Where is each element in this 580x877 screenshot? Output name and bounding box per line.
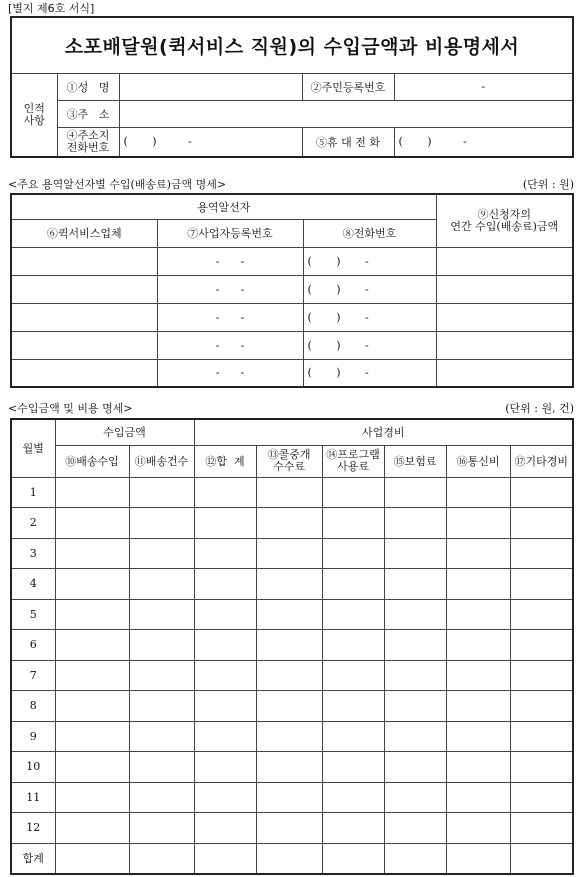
- other-expense-cell[interactable]: [510, 599, 573, 630]
- program-fee-cell[interactable]: [322, 752, 384, 783]
- program-fee-cell[interactable]: [322, 843, 384, 874]
- address-field[interactable]: [119, 100, 573, 127]
- call-fee-cell[interactable]: [256, 691, 322, 722]
- agency-group-header: 용역알선자: [11, 194, 436, 219]
- agency-income-table: [10, 193, 574, 388]
- insurance-cell[interactable]: [384, 569, 446, 600]
- company-cell[interactable]: [11, 247, 157, 275]
- page-title: 소포배달원(퀵서비스 직원)의 수입금액과 비용명세서: [11, 17, 573, 73]
- phone-cell[interactable]: ( ) -: [303, 331, 436, 359]
- section2-unit: (단위 : 원, 건): [505, 402, 574, 415]
- month-row: [11, 630, 573, 661]
- telecom-cell[interactable]: [446, 660, 510, 691]
- program-fee-cell[interactable]: [322, 508, 384, 539]
- expense-total-cell[interactable]: [194, 660, 256, 691]
- telecom-cell[interactable]: [446, 477, 510, 508]
- delivery-count-cell[interactable]: [129, 477, 194, 508]
- call-fee-header: ⑬콜중개 수수료: [256, 445, 322, 477]
- section2-caption: [8, 400, 574, 416]
- month-row: [11, 813, 573, 844]
- month-label: 1: [11, 477, 55, 508]
- delivery-count-cell[interactable]: [129, 782, 194, 813]
- insurance-cell[interactable]: [384, 721, 446, 752]
- month-label: 5: [11, 599, 55, 630]
- delivery-count-cell[interactable]: [129, 508, 194, 539]
- delivery-income-cell[interactable]: [55, 477, 129, 508]
- agency-row: [11, 275, 573, 303]
- expense-total-cell[interactable]: [194, 843, 256, 874]
- call-fee-cell[interactable]: [256, 813, 322, 844]
- call-fee-cell[interactable]: [256, 721, 322, 752]
- expense-total-cell[interactable]: [194, 752, 256, 783]
- call-fee-cell[interactable]: [256, 630, 322, 661]
- delivery-income-cell[interactable]: [55, 508, 129, 539]
- program-fee-cell[interactable]: [322, 569, 384, 600]
- telecom-cell[interactable]: [446, 538, 510, 569]
- insurance-cell[interactable]: [384, 752, 446, 783]
- month-row: [11, 782, 573, 813]
- delivery-count-cell[interactable]: [129, 843, 194, 874]
- call-fee-cell[interactable]: [256, 508, 322, 539]
- annual-income-cell[interactable]: [436, 303, 573, 331]
- delivery-count-cell[interactable]: [129, 721, 194, 752]
- expense-group-header: 사업경비: [194, 419, 573, 445]
- delivery-count-header: ⑪배송건수: [129, 445, 194, 477]
- expense-total-cell[interactable]: [194, 599, 256, 630]
- bizno-cell[interactable]: - -: [157, 331, 303, 359]
- company-header: ⑥퀵서비스업체: [11, 219, 157, 247]
- name-label: ①성 명: [57, 73, 119, 100]
- personal-info-table: [10, 16, 574, 158]
- company-cell[interactable]: [11, 275, 157, 303]
- call-fee-cell[interactable]: [256, 660, 322, 691]
- month-label: 11: [11, 782, 55, 813]
- month-label: 9: [11, 721, 55, 752]
- annual-income-cell[interactable]: [436, 247, 573, 275]
- call-fee-cell[interactable]: [256, 599, 322, 630]
- phone-cell[interactable]: ( ) -: [303, 359, 436, 387]
- month-row: [11, 660, 573, 691]
- annual-income-header: ⑨신청자의 연간 수입(배송료)금액: [436, 194, 573, 247]
- insurance-cell[interactable]: [384, 630, 446, 661]
- other-expense-header: ⑰기타경비: [510, 445, 573, 477]
- program-fee-header: ⑭프로그램 사용료: [322, 445, 384, 477]
- delivery-count-cell[interactable]: [129, 569, 194, 600]
- home-phone-field[interactable]: ( ) -: [119, 127, 302, 157]
- company-cell[interactable]: [11, 359, 157, 387]
- insurance-cell[interactable]: [384, 599, 446, 630]
- company-cell[interactable]: [11, 331, 157, 359]
- monthly-statement-table: [10, 418, 574, 875]
- delivery-income-cell[interactable]: [55, 538, 129, 569]
- section1-caption: [8, 176, 574, 192]
- expense-total-cell[interactable]: [194, 813, 256, 844]
- insurance-cell[interactable]: [384, 782, 446, 813]
- delivery-count-cell[interactable]: [129, 660, 194, 691]
- month-label: 12: [11, 813, 55, 844]
- month-row: [11, 691, 573, 722]
- month-row: [11, 599, 573, 630]
- month-row: [11, 569, 573, 600]
- delivery-count-cell[interactable]: [129, 599, 194, 630]
- expense-total-cell[interactable]: [194, 721, 256, 752]
- month-row: [11, 538, 573, 569]
- other-expense-cell[interactable]: [510, 569, 573, 600]
- delivery-count-cell[interactable]: [129, 752, 194, 783]
- call-fee-cell[interactable]: [256, 782, 322, 813]
- delivery-count-cell[interactable]: [129, 630, 194, 661]
- phone-cell[interactable]: ( ) -: [303, 275, 436, 303]
- other-expense-cell[interactable]: [510, 843, 573, 874]
- program-fee-cell[interactable]: [322, 813, 384, 844]
- section1-unit: (단위 : 원): [522, 178, 574, 191]
- month-label: 4: [11, 569, 55, 600]
- other-expense-cell[interactable]: [510, 691, 573, 722]
- month-label: 합계: [11, 843, 55, 874]
- other-expense-cell[interactable]: [510, 752, 573, 783]
- program-fee-cell[interactable]: [322, 721, 384, 752]
- delivery-income-cell[interactable]: [55, 752, 129, 783]
- delivery-income-cell[interactable]: [55, 721, 129, 752]
- bizno-cell[interactable]: - -: [157, 275, 303, 303]
- month-header: 월별: [11, 419, 55, 477]
- insurance-header: ⑮보험료: [384, 445, 446, 477]
- insurance-cell[interactable]: [384, 843, 446, 874]
- bizno-cell[interactable]: - -: [157, 247, 303, 275]
- month-label: 8: [11, 691, 55, 722]
- insurance-cell[interactable]: [384, 508, 446, 539]
- telecom-cell[interactable]: [446, 508, 510, 539]
- expense-total-cell[interactable]: [194, 630, 256, 661]
- home-phone-label: ④주소지 전화번호: [57, 127, 119, 157]
- address-label: ③주 소: [57, 100, 119, 127]
- telecom-cell[interactable]: [446, 569, 510, 600]
- telecom-cell[interactable]: [446, 691, 510, 722]
- delivery-count-cell[interactable]: [129, 813, 194, 844]
- delivery-income-cell[interactable]: [55, 691, 129, 722]
- delivery-income-cell[interactable]: [55, 569, 129, 600]
- program-fee-cell[interactable]: [322, 691, 384, 722]
- telecom-cell[interactable]: [446, 813, 510, 844]
- month-row: [11, 477, 573, 508]
- mobile-field[interactable]: ( ) -: [394, 127, 573, 157]
- call-fee-cell[interactable]: [256, 477, 322, 508]
- program-fee-cell[interactable]: [322, 630, 384, 661]
- telecom-cell[interactable]: [446, 721, 510, 752]
- rrn-label: ②주민등록번호: [302, 73, 394, 100]
- other-expense-cell[interactable]: [510, 782, 573, 813]
- insurance-cell[interactable]: [384, 691, 446, 722]
- month-label: 3: [11, 538, 55, 569]
- bizno-cell[interactable]: - -: [157, 303, 303, 331]
- other-expense-cell[interactable]: [510, 660, 573, 691]
- month-row: [11, 508, 573, 539]
- insurance-cell[interactable]: [384, 813, 446, 844]
- delivery-income-cell[interactable]: [55, 813, 129, 844]
- other-expense-cell[interactable]: [510, 721, 573, 752]
- delivery-income-cell[interactable]: [55, 660, 129, 691]
- expense-total-cell[interactable]: [194, 477, 256, 508]
- expense-total-cell[interactable]: [194, 508, 256, 539]
- telecom-header: ⑯통신비: [446, 445, 510, 477]
- bizno-cell[interactable]: - -: [157, 359, 303, 387]
- month-row: [11, 752, 573, 783]
- telecom-cell[interactable]: [446, 630, 510, 661]
- income-group-header: 수입금액: [55, 419, 194, 445]
- section1-title: <주요 용역알선자별 수입(배송료)금액 명세>: [8, 178, 227, 191]
- other-expense-cell[interactable]: [510, 538, 573, 569]
- program-fee-cell[interactable]: [322, 477, 384, 508]
- other-expense-cell[interactable]: [510, 630, 573, 661]
- expense-total-header: ⑫합 계: [194, 445, 256, 477]
- month-row: [11, 843, 573, 874]
- call-fee-cell[interactable]: [256, 752, 322, 783]
- other-expense-cell[interactable]: [510, 508, 573, 539]
- program-fee-cell[interactable]: [322, 782, 384, 813]
- personal-section-label: 인적 사항: [11, 73, 57, 157]
- month-label: 2: [11, 508, 55, 539]
- expense-total-cell[interactable]: [194, 691, 256, 722]
- delivery-income-cell[interactable]: [55, 843, 129, 874]
- call-fee-cell[interactable]: [256, 538, 322, 569]
- annual-income-cell[interactable]: [436, 275, 573, 303]
- phone-cell[interactable]: ( ) -: [303, 247, 436, 275]
- expense-total-cell[interactable]: [194, 538, 256, 569]
- delivery-income-cell[interactable]: [55, 599, 129, 630]
- phone-cell[interactable]: ( ) -: [303, 303, 436, 331]
- agency-row: [11, 359, 573, 387]
- call-fee-cell[interactable]: [256, 569, 322, 600]
- delivery-income-cell[interactable]: [55, 782, 129, 813]
- insurance-cell[interactable]: [384, 660, 446, 691]
- telecom-cell[interactable]: [446, 782, 510, 813]
- program-fee-cell[interactable]: [322, 538, 384, 569]
- delivery-count-cell[interactable]: [129, 538, 194, 569]
- form-number-label: [별지 제6호 서식]: [8, 2, 95, 15]
- program-fee-cell[interactable]: [322, 660, 384, 691]
- telecom-cell[interactable]: [446, 599, 510, 630]
- annual-income-cell[interactable]: [436, 331, 573, 359]
- bizno-header: ⑦사업자등록번호: [157, 219, 303, 247]
- other-expense-cell[interactable]: [510, 477, 573, 508]
- delivery-count-cell[interactable]: [129, 691, 194, 722]
- month-label: 6: [11, 630, 55, 661]
- insurance-cell[interactable]: [384, 538, 446, 569]
- call-fee-cell[interactable]: [256, 843, 322, 874]
- section2-title: <수입금액 및 비용 명세>: [8, 402, 133, 415]
- name-field[interactable]: [119, 73, 302, 100]
- expense-total-cell[interactable]: [194, 569, 256, 600]
- company-cell[interactable]: [11, 303, 157, 331]
- mobile-label: ⑤휴 대 전 화: [302, 127, 394, 157]
- agency-row: [11, 331, 573, 359]
- delivery-income-cell[interactable]: [55, 630, 129, 661]
- insurance-cell[interactable]: [384, 477, 446, 508]
- other-expense-cell[interactable]: [510, 813, 573, 844]
- telecom-cell[interactable]: [446, 843, 510, 874]
- month-label: 7: [11, 660, 55, 691]
- rrn-field[interactable]: -: [394, 73, 573, 100]
- delivery-income-header: ⑩배송수입: [55, 445, 129, 477]
- program-fee-cell[interactable]: [322, 599, 384, 630]
- telecom-cell[interactable]: [446, 752, 510, 783]
- agency-row: [11, 303, 573, 331]
- annual-income-cell[interactable]: [436, 359, 573, 387]
- agency-row: [11, 247, 573, 275]
- month-row: [11, 721, 573, 752]
- month-label: 10: [11, 752, 55, 783]
- phone-header: ⑧전화번호: [303, 219, 436, 247]
- expense-total-cell[interactable]: [194, 782, 256, 813]
